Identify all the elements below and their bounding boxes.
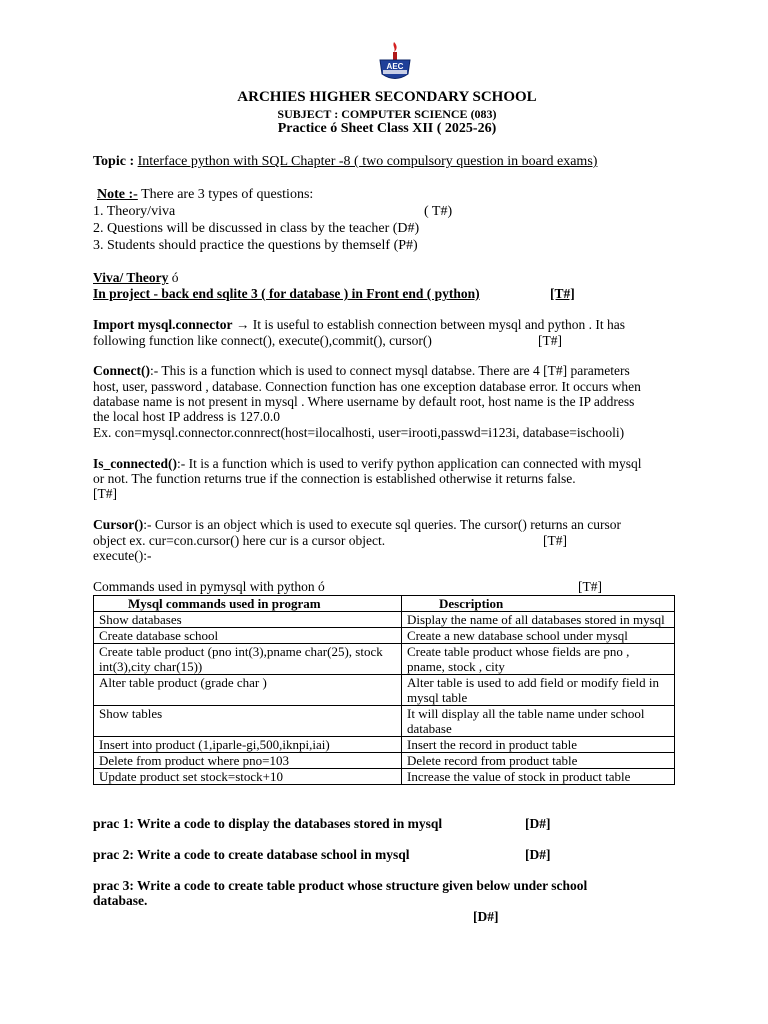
table-header-cell: Mysql commands used in program (94, 596, 402, 612)
isconn-line-2: or not. The function returns true if the connection is established otherwise it returns false. (93, 471, 576, 486)
cursor-tag: [T#] (543, 533, 567, 548)
connect-text-1: :- This is a function which is used to connect mysql databse. There are 4 [T#] parameters (150, 363, 630, 378)
topic-text: Interface python with SQL Chapter -8 ( two compulsory question in board exams) (137, 154, 598, 169)
import-line-2: following function like connect(), execute(),commit(), cursor() (93, 333, 432, 348)
connect-term: Connect() (93, 363, 150, 378)
table-cell: Display the name of all databases stored in mysql (402, 612, 675, 628)
table-cell: Show tables (94, 706, 402, 737)
table-cell: Delete record from product table (402, 753, 675, 769)
prac-2-tag: [D#] (525, 847, 551, 862)
connect-line-4: the local host IP address is 127.0.0 (93, 409, 280, 424)
viva-suffix: ó (171, 270, 179, 285)
note-item-1: 1. Theory/viva (93, 204, 176, 219)
note-label: Note :- (97, 187, 138, 202)
note-intro: There are 3 types of questions: (141, 187, 314, 202)
prac-1: prac 1: Write a code to display the databases stored in mysql (93, 816, 443, 831)
school-name: ARCHIES HIGHER SECONDARY SCHOOL (237, 89, 537, 105)
note-item-2: 2. Questions will be discussed in class by the teacher (D#) (93, 221, 420, 236)
table-row (94, 737, 675, 753)
prac-1-tag: [D#] (525, 816, 551, 831)
project-tag: [T#] (550, 286, 575, 301)
sheet-title: Practice ó Sheet Class XII ( 2025-26) (277, 121, 497, 136)
table-cell: Update product set stock=stock+10 (94, 769, 402, 785)
cursor-line-1 (93, 517, 621, 533)
table-row (94, 644, 675, 675)
table-cell: Create database school (94, 628, 402, 644)
table-cell: Alter table product (grade char ) (94, 675, 402, 706)
connect-line-2: host, user, password , database. Connection function has one exception database error. It occurs when (93, 379, 641, 394)
topic-line (93, 154, 597, 170)
prac-3-line-2: database. (93, 893, 148, 908)
table-cell: Insert the record in product table (402, 737, 675, 753)
isconn-term: Is_connected() (93, 456, 177, 471)
connect-line-5: Ex. con=mysql.connector.connrect(host=ilocalhosti, user=irooti,passwd=i123i, database=ischooli) (93, 425, 625, 440)
table-row (94, 628, 675, 644)
isconn-line-1 (93, 456, 642, 472)
table-row (94, 612, 675, 628)
table-cell: Insert into product (1,iparle-gi,500,iknpi,iai) (94, 737, 402, 753)
connect-line-3: database name is not present in mysql . Where username by default root, host name is the IP address (93, 394, 635, 409)
prac-3-line-1: prac 3: Write a code to create table product whose structure given below under school (93, 878, 588, 893)
table-cell: It will display all the table name under school database (402, 706, 675, 737)
table-header-row (94, 596, 675, 612)
cursor-line-3: execute():- (93, 548, 152, 563)
import-term: Import mysql.connector (93, 317, 233, 332)
viva-label: Viva/ Theory (93, 270, 169, 285)
note-line (97, 187, 313, 203)
prac-2: prac 2: Write a code to create database school in mysql (93, 847, 410, 862)
commands-intro: Commands used in pymysql with python ó (93, 579, 325, 594)
logo-text: AEC (386, 62, 404, 71)
table-cell: Alter table is used to add field or modify field in mysql table (402, 675, 675, 706)
table-cell: Create table product (pno int(3),pname char(25), stock int(3),city char(15)) (94, 644, 402, 675)
arrow-icon: → (235, 317, 250, 332)
table-row (94, 675, 675, 706)
project-line: In project - back end sqlite 3 ( for database ) in Front end ( python) (93, 286, 480, 301)
isconn-tag: [T#] (93, 486, 117, 501)
note-item-3: 3. Students should practice the questions by themself (P#) (93, 238, 418, 253)
note-item-1-tag: ( T#) (424, 204, 453, 219)
import-text-1: It is useful to establish connection between mysql and python . It has (252, 317, 626, 332)
table-cell: Create a new database school under mysql (402, 628, 675, 644)
table-row (94, 706, 675, 737)
table-cell: Delete from product where pno=103 (94, 753, 402, 769)
cursor-term: Cursor() (93, 517, 144, 532)
prac-3-tag: [D#] (473, 909, 499, 924)
topic-label: Topic : (93, 154, 135, 169)
table-header-cell: Description (402, 596, 675, 612)
viva-heading (93, 270, 179, 286)
table-cell: Show databases (94, 612, 402, 628)
table-row (94, 769, 675, 785)
table-cell: Create table product whose fields are pno , pname, stock , city (402, 644, 675, 675)
import-tag: [T#] (538, 333, 562, 348)
connect-line-1 (93, 363, 630, 379)
commands-tag: [T#] (578, 579, 602, 594)
cursor-line-2: object ex. cur=con.cursor() here cur is a cursor object. (93, 533, 386, 548)
table-cell: Increase the value of stock in product table (402, 769, 675, 785)
isconn-text-1: :- It is a function which is used to verify python application can connected with mysql (177, 456, 642, 471)
cursor-text-1: :- Cursor is an object which is used to execute sql queries. The cursor() returns an cursor (143, 517, 621, 532)
school-logo (377, 40, 413, 84)
commands-table (93, 595, 675, 785)
table-row (94, 753, 675, 769)
subject-line: SUBJECT : COMPUTER SCIENCE (083) (277, 107, 497, 121)
import-line-1 (93, 317, 625, 333)
